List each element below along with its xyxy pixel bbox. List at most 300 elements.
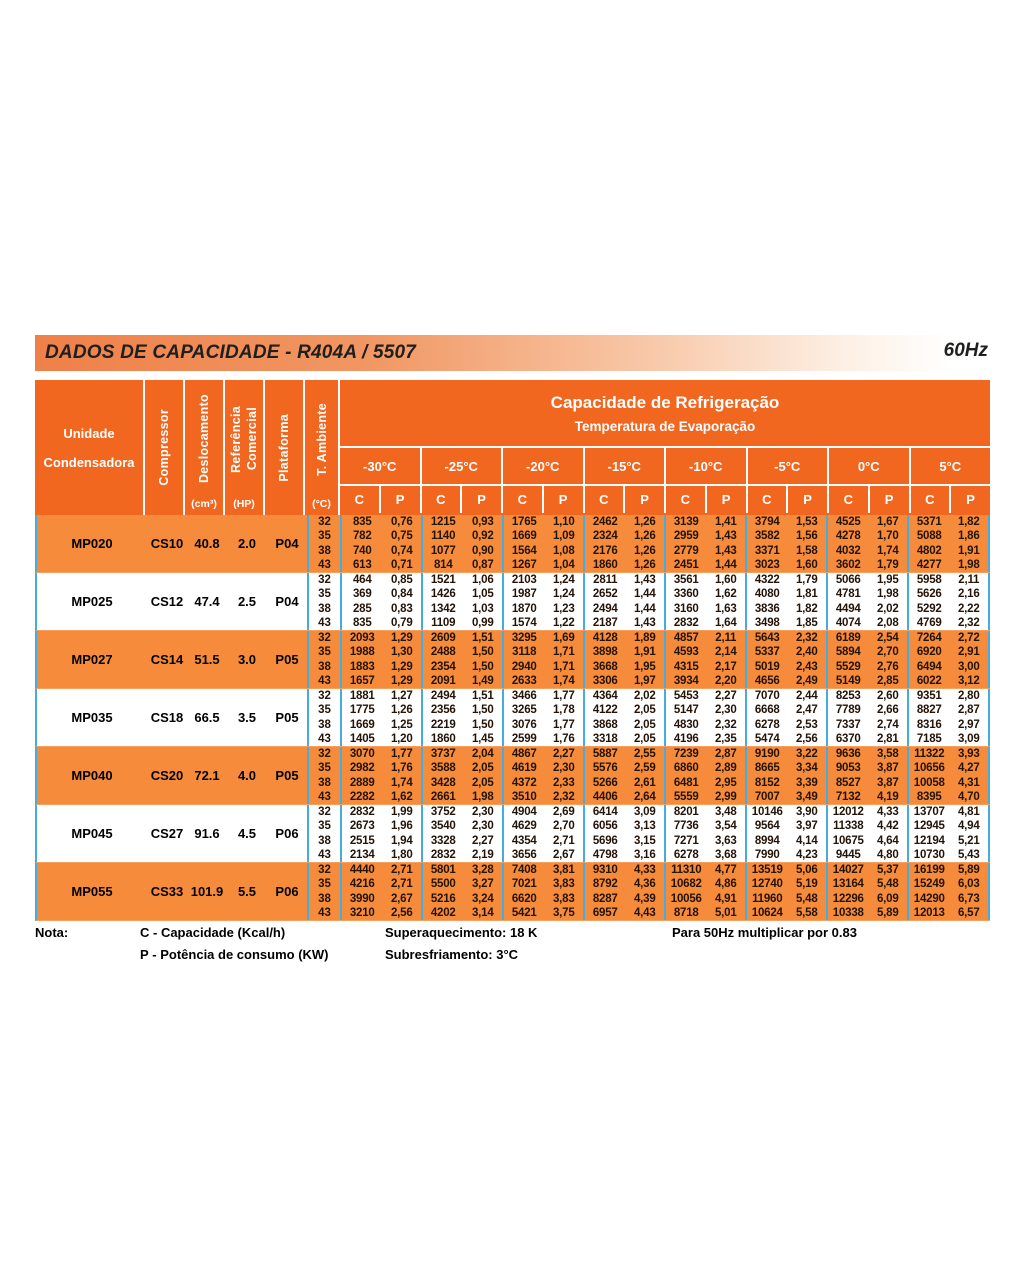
power-cell: 1,62: [707, 587, 748, 601]
capacity-cell: 814: [433, 558, 453, 571]
unit-band: [35, 689, 990, 747]
capacity-cell: 4278: [835, 530, 861, 543]
power-col-header: P: [462, 486, 503, 513]
legend-block: [140, 925, 385, 962]
power-cell: 1,76: [545, 732, 586, 746]
capacity-cell: 4798: [592, 848, 618, 861]
power-cell: 1,58: [788, 544, 829, 558]
capacity-cell: 2515: [349, 834, 375, 847]
power-cell: 2,22: [950, 602, 991, 616]
capacity-cell: 6414: [592, 806, 618, 819]
capacity-cell: 3139: [673, 516, 699, 529]
capacity-cell: 6481: [673, 776, 699, 789]
power-cell: 4,19: [869, 790, 910, 804]
capacity-cell: 2219: [430, 718, 456, 731]
power-cell: 3,75: [545, 906, 586, 920]
power-cell: 2,05: [626, 718, 667, 732]
capacity-col-header: C: [340, 486, 381, 513]
power-cell: 1,49: [464, 674, 505, 688]
capacity-cell: 4830: [673, 718, 699, 731]
capacity-cell: 4364: [592, 690, 618, 703]
power-cell: 5,37: [869, 863, 910, 877]
power-cell: 0,93: [464, 515, 505, 529]
ambient-value: 38: [307, 892, 342, 906]
header-displacement-unit: (cm³): [191, 498, 217, 510]
power-cell: 2,71: [383, 877, 424, 891]
capacity-cell: 5292: [916, 602, 942, 615]
power-cell: 1,56: [788, 529, 829, 543]
power-cell: 1,62: [383, 790, 424, 804]
capacity-cell: 2103: [511, 574, 537, 587]
power-cell: 1,98: [950, 558, 991, 572]
capacity-cell: 6620: [511, 892, 537, 905]
capacity-cell: 7736: [673, 820, 699, 833]
power-cell: 3,34: [788, 761, 829, 775]
capacity-cell: 1881: [349, 690, 375, 703]
power-cell: 4,23: [788, 848, 829, 862]
capacity-cell: 3118: [512, 646, 537, 659]
capacity-cell: 5371: [916, 516, 942, 529]
power-cell: 2,85: [869, 674, 910, 688]
capacity-cell: 2494: [592, 602, 618, 615]
power-col-header: P: [870, 486, 911, 513]
power-cell: 2,53: [788, 718, 829, 732]
capacity-cell: 5559: [673, 790, 699, 803]
power-cell: 1,09: [545, 529, 586, 543]
capacity-cell: 8792: [592, 878, 618, 891]
power-col-header: P: [788, 486, 829, 513]
power-cell: 2,05: [626, 703, 667, 717]
capacity-cell: 9445: [835, 848, 861, 861]
power-cell: 4,39: [626, 892, 667, 906]
ambient-value: 38: [307, 776, 342, 790]
unit-hp: 2.5: [237, 594, 257, 609]
unit-name: MP040: [71, 768, 113, 783]
ambient-value: 38: [307, 544, 342, 558]
power-cell: 3,16: [626, 848, 667, 862]
capacity-cell: 9190: [754, 748, 780, 761]
capacity-cell: 740: [352, 544, 372, 557]
power-cell: 3,09: [950, 732, 991, 746]
power-cell: 3,09: [626, 805, 667, 819]
unit-band: [35, 631, 990, 689]
capacity-cell: 4769: [916, 616, 942, 629]
power-cell: 1,91: [626, 645, 667, 659]
unit-hp: 3.0: [237, 652, 257, 667]
power-cell: 1,29: [383, 631, 424, 645]
power-cell: 1,26: [626, 544, 667, 558]
capacity-cell: 8527: [835, 776, 861, 789]
unit-compressor: CS10: [150, 536, 184, 551]
capacity-cell: 9310: [592, 864, 618, 877]
power-cell: 5,21: [950, 834, 991, 848]
capacity-cell: 2354: [430, 660, 456, 673]
unit-platform: P05: [275, 652, 299, 667]
capacity-cell: 1521: [430, 574, 456, 587]
capacity-cell: 5529: [835, 660, 861, 673]
power-cell: 4,31: [950, 776, 991, 790]
power-cell: 1,60: [707, 573, 748, 587]
power-cell: 2,66: [869, 703, 910, 717]
power-cell: 1,98: [869, 587, 910, 601]
unit-displacement: 40.8: [194, 536, 220, 551]
power-cell: 2,35: [707, 732, 748, 746]
power-cell: 2,14: [707, 645, 748, 659]
header-unit-line2: Condensadora: [43, 454, 135, 470]
power-cell: 2,30: [707, 703, 748, 717]
power-cell: 3,14: [464, 906, 505, 920]
capacity-cell: 1405: [349, 732, 375, 745]
unit-band: [35, 573, 990, 631]
conversion-note: Para 50Hz multiplicar por 0.83: [672, 925, 857, 940]
capacity-cell: 613: [352, 558, 372, 571]
power-cell: 1,50: [464, 718, 505, 732]
note-line: Superaquecimento: 18 K: [385, 925, 538, 940]
power-cell: 1,85: [788, 616, 829, 630]
capacity-cell: 1657: [349, 674, 375, 687]
capacity-cell: 1860: [430, 732, 456, 745]
ambient-value: 32: [307, 515, 342, 529]
ambient-value: 35: [307, 529, 342, 543]
capacity-cell: 7408: [511, 864, 537, 877]
ambient-value: 38: [307, 718, 342, 732]
power-cell: 2,89: [707, 761, 748, 775]
capacity-cell: 1987: [511, 588, 537, 601]
power-cell: 1,50: [464, 660, 505, 674]
power-cell: 1,77: [545, 718, 586, 732]
power-cell: 1,44: [707, 558, 748, 572]
power-cell: 2,04: [464, 747, 505, 761]
capacity-cell: 3752: [430, 806, 456, 819]
header-reference-unit: (HP): [233, 498, 255, 510]
capacity-col-header: C: [748, 486, 789, 513]
capacity-cell: 3328: [430, 834, 456, 847]
capacity-cell: 5894: [835, 646, 861, 659]
capacity-col-header: C: [829, 486, 870, 513]
power-cell: 4,64: [869, 834, 910, 848]
power-cell: 1,74: [545, 674, 586, 688]
power-cell: 1,77: [383, 747, 424, 761]
capacity-cell: 9351: [916, 690, 942, 703]
power-cell: 1,20: [383, 732, 424, 746]
power-cell: 1,78: [545, 703, 586, 717]
capacity-cell: 3265: [511, 704, 537, 717]
power-cell: 1,86: [950, 529, 991, 543]
capacity-cell: 4802: [916, 544, 942, 557]
unit-platform: P04: [275, 594, 299, 609]
capacity-cell: 12945: [913, 820, 945, 833]
ambient-value: 38: [307, 834, 342, 848]
power-cell: 2,76: [869, 660, 910, 674]
capacity-cell: 12296: [832, 892, 864, 905]
power-cell: 1,43: [626, 616, 667, 630]
ambient-value: 43: [307, 848, 342, 862]
capacity-cell: 2176: [592, 544, 618, 557]
capacity-cell: 4216: [349, 878, 375, 891]
header-condensing-unit: [35, 380, 145, 515]
power-cell: 5,19: [788, 877, 829, 891]
power-cell: 5,58: [788, 906, 829, 920]
power-cell: 0,99: [464, 616, 505, 630]
power-cell: 1,51: [464, 689, 505, 703]
capacity-cell: 1669: [511, 530, 537, 543]
capacity-cell: 3371: [754, 544, 780, 557]
evaporation-subtitle: Temperatura de Evaporação: [574, 418, 756, 434]
power-cell: 3,68: [707, 848, 748, 862]
power-cell: 3,83: [545, 892, 586, 906]
capacity-cell: 2889: [349, 776, 375, 789]
capacity-cell: 3360: [673, 588, 699, 601]
capacity-cell: 11960: [752, 892, 783, 905]
header-compressor: Compressor: [145, 380, 185, 515]
capacity-cell: 4372: [511, 776, 537, 789]
note-line: Subresfriamento: 3°C: [385, 947, 519, 962]
capacity-cell: 6860: [673, 762, 699, 775]
power-cell: 1,30: [383, 645, 424, 659]
capacity-cell: 15249: [913, 878, 945, 891]
capacity-cell: 12740: [751, 878, 783, 891]
capacity-cell: 2609: [430, 632, 456, 645]
power-cell: 4,91: [707, 892, 748, 906]
power-cell: 1,70: [869, 529, 910, 543]
header-capacity-title-block: [340, 380, 990, 448]
evap-temp-header: 5°C: [939, 458, 962, 474]
capacity-cell: 2633: [511, 674, 537, 687]
power-cell: 3,54: [707, 819, 748, 833]
evap-temp-header: -15°C: [585, 448, 667, 484]
capacity-cell: 1109: [431, 616, 456, 629]
capacity-cell: 5626: [916, 588, 942, 601]
capacity-cell: 2282: [349, 790, 375, 803]
power-cell: 1,23: [545, 602, 586, 616]
power-cell: 1,69: [545, 631, 586, 645]
unit-compressor: CS27: [150, 826, 184, 841]
capacity-cell: 4277: [916, 558, 942, 571]
power-cell: 2,43: [788, 660, 829, 674]
capacity-cell: 6022: [916, 674, 942, 687]
capacity-cell: 16199: [913, 864, 945, 877]
capacity-cell: 5801: [430, 864, 456, 877]
capacity-cell: 3466: [511, 690, 537, 703]
table-header: [35, 380, 990, 515]
power-cell: 2,87: [707, 747, 748, 761]
power-cell: 3,12: [950, 674, 991, 688]
capacity-cell: 3498: [754, 616, 780, 629]
capacity-cell: 2661: [430, 790, 456, 803]
power-cell: 4,86: [707, 877, 748, 891]
power-cell: 1,41: [707, 515, 748, 529]
capacity-cell: 285: [352, 602, 372, 615]
capacity-cell: 9636: [835, 748, 861, 761]
capacity-cell: 4593: [673, 646, 699, 659]
power-cell: 0,85: [383, 573, 424, 587]
power-cell: 0,87: [464, 558, 505, 572]
power-cell: 2,30: [464, 805, 505, 819]
capacity-cell: 5149: [835, 674, 861, 687]
capacity-cell: 2982: [349, 762, 375, 775]
capacity-cell: 1426: [430, 588, 456, 601]
capacity-cell: 2779: [673, 544, 699, 557]
ambient-value: 43: [307, 732, 342, 746]
power-cell: 1,43: [707, 529, 748, 543]
power-cell: 2,67: [545, 848, 586, 862]
unit-platform: P04: [275, 536, 299, 551]
unit-compressor: CS18: [150, 710, 184, 725]
capacity-cell: 3306: [592, 674, 618, 687]
power-cell: 3,00: [950, 660, 991, 674]
power-cell: 1,80: [383, 848, 424, 862]
power-cell: 1,82: [788, 602, 829, 616]
power-col-header: P: [966, 492, 975, 507]
capacity-cell: 8152: [754, 776, 780, 789]
capacity-cell: 5500: [430, 878, 456, 891]
capacity-cell: 3582: [754, 530, 780, 543]
power-cell: 4,70: [950, 790, 991, 804]
unit-platform: P06: [275, 884, 299, 899]
power-cell: 1,24: [545, 573, 586, 587]
power-cell: 2,49: [788, 674, 829, 688]
unit-hp: 2.0: [237, 536, 257, 551]
power-cell: 2,47: [788, 703, 829, 717]
power-cell: 1,63: [707, 602, 748, 616]
capacity-cell: 1140: [431, 530, 456, 543]
power-cell: 2,44: [788, 689, 829, 703]
power-cell: 2,20: [707, 674, 748, 688]
capacity-cell: 10056: [670, 892, 702, 905]
frequency-label: 60Hz: [943, 340, 988, 361]
capacity-cell: 2134: [349, 848, 375, 861]
power-cell: 5,01: [707, 906, 748, 920]
power-cell: 1,98: [464, 790, 505, 804]
capacity-cell: 8994: [754, 834, 780, 847]
unit-band: [35, 747, 990, 805]
power-cell: 1,79: [788, 573, 829, 587]
power-cell: 1,94: [383, 834, 424, 848]
capacity-cell: 10624: [751, 906, 783, 919]
capacity-cell: 7021: [511, 878, 537, 891]
capacity-cell: 5216: [430, 892, 456, 905]
capacity-cell: 14290: [913, 892, 945, 905]
capacity-cell: 2091: [430, 674, 456, 687]
power-cell: 6,73: [950, 892, 991, 906]
capacity-cell: 4656: [754, 674, 780, 687]
power-col-header: P: [544, 486, 585, 513]
power-cell: 5,89: [869, 906, 910, 920]
capacity-cell: 2811: [593, 574, 618, 587]
capacity-cell: 7185: [916, 732, 942, 745]
capacity-cell: 2356: [430, 704, 456, 717]
capacity-cell: 8718: [673, 906, 699, 919]
power-cell: 1,77: [545, 689, 586, 703]
ambient-value: 38: [307, 602, 342, 616]
unit-band: [35, 863, 990, 921]
power-cell: 4,33: [626, 863, 667, 877]
capacity-cell: 8316: [916, 718, 942, 731]
capacity-cell: 8395: [916, 790, 942, 803]
evap-temp-header: 0°C: [829, 448, 911, 484]
power-cell: 1,24: [545, 587, 586, 601]
header-unit-line1: Unidade: [63, 425, 115, 441]
power-cell: 1,29: [383, 674, 424, 688]
capacity-cell: 12194: [913, 834, 945, 847]
power-cell: 5,89: [950, 863, 991, 877]
capacity-cell: 4440: [349, 864, 375, 877]
capacity-cell: 6957: [592, 906, 618, 919]
capacity-cell: 3656: [511, 848, 537, 861]
power-cell: 3,48: [707, 805, 748, 819]
capacity-cell: 2673: [349, 820, 375, 833]
capacity-cell: 3160: [673, 602, 699, 615]
power-cell: 0,84: [383, 587, 424, 601]
power-cell: 6,57: [950, 906, 991, 920]
power-cell: 5,48: [869, 877, 910, 891]
power-cell: 3,27: [464, 877, 505, 891]
capacity-cell: 3934: [673, 674, 699, 687]
capacity-cell: 6494: [916, 660, 942, 673]
capacity-cell: 5019: [754, 660, 780, 673]
power-cell: 0,92: [464, 529, 505, 543]
capacity-col-header: C: [503, 486, 544, 513]
power-cell: 1,26: [626, 558, 667, 572]
evap-temp-header: -20°C: [503, 448, 585, 484]
power-cell: 2,56: [788, 732, 829, 746]
power-cell: 3,28: [464, 863, 505, 877]
ambient-value: 43: [307, 674, 342, 688]
capacity-cell: 10338: [832, 906, 864, 919]
power-cell: 3,81: [545, 863, 586, 877]
power-cell: 2,71: [383, 863, 424, 877]
capacity-cell: 7789: [835, 704, 861, 717]
capacity-table: [35, 380, 990, 921]
power-cell: 2,27: [545, 747, 586, 761]
capacity-cell: 2832: [349, 806, 375, 819]
power-cell: 1,76: [383, 761, 424, 775]
power-cell: 3,13: [626, 819, 667, 833]
power-cell: 0,71: [383, 558, 424, 572]
capacity-cell: 2940: [511, 660, 537, 673]
power-cell: 2,17: [707, 660, 748, 674]
unit-compressor: CS12: [150, 594, 184, 609]
power-cell: 2,55: [626, 747, 667, 761]
power-cell: 1,27: [383, 689, 424, 703]
capacity-cell: 464: [352, 574, 372, 587]
capacity-cell: 7007: [754, 790, 780, 803]
header-platform: Plataforma: [265, 380, 305, 515]
power-cell: 2,30: [464, 819, 505, 833]
power-cell: 1,67: [869, 515, 910, 529]
capacity-cell: 3540: [430, 820, 456, 833]
power-cell: 4,36: [626, 877, 667, 891]
capacity-cell: 3588: [430, 762, 456, 775]
power-cell: 1,10: [545, 515, 586, 529]
superheat-block: [385, 925, 672, 962]
capacity-cell: 7337: [835, 718, 861, 731]
power-cell: 1,79: [869, 558, 910, 572]
power-cell: 2,74: [869, 718, 910, 732]
capacity-cell: 369: [352, 588, 372, 601]
power-cell: 3,87: [869, 761, 910, 775]
power-cell: 1,51: [464, 631, 505, 645]
power-cell: 1,50: [464, 645, 505, 659]
capacity-cell: 9053: [835, 762, 861, 775]
ambient-value: 43: [307, 558, 342, 572]
capacity-cell: 1883: [349, 660, 375, 673]
capacity-cell: 3836: [754, 602, 780, 615]
capacity-cell: 3023: [754, 558, 780, 571]
unit-hp: 5.5: [237, 884, 257, 899]
unit-platform: P06: [275, 826, 299, 841]
power-cell: 2,19: [464, 848, 505, 862]
